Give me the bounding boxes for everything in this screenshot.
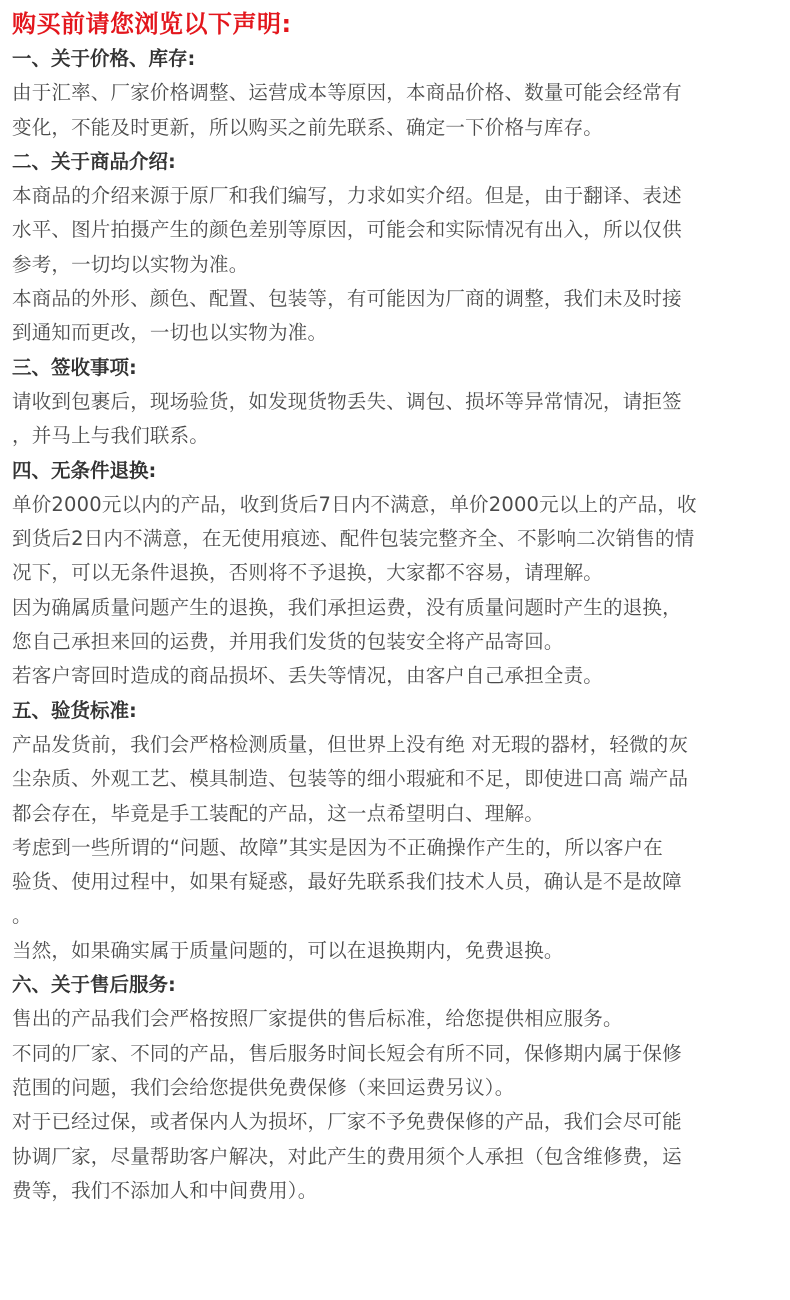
section-paragraph [12, 488, 782, 591]
paragraph-line: 请收到包裹后，现场验货，如发现货物丢失、调包、损坏等异常情况，请拒签 [12, 389, 682, 413]
section-paragraph [12, 1105, 782, 1208]
paragraph-line: 对于已经过保，或者保内人为损坏，厂家不予免费保修的产品，我们会尽可能 [12, 1110, 682, 1134]
page-title: 购买前请您浏览以下声明: [12, 10, 292, 38]
paragraph-line: ，并马上与我们联系。 [12, 424, 210, 448]
paragraph-line: 本商品的介绍来源于原厂和我们编写，力求如实介绍。但是，由于翻译、表述 [12, 184, 682, 208]
section-paragraph [12, 179, 782, 282]
paragraph-line: 况下，可以无条件退换，否则将不予退换，大家都不容易，请理解。 [12, 561, 604, 585]
section-paragraph [12, 282, 782, 351]
section-paragraph [12, 1037, 782, 1106]
section-paragraph [12, 728, 782, 831]
paragraph-line: 本商品的外形、颜色、配置、包装等，有可能因为厂商的调整，我们未及时接 [12, 287, 682, 311]
section-paragraph [12, 1002, 782, 1036]
paragraph-line: 费等，我们不添加人和中间费用）。 [12, 1178, 318, 1202]
section-paragraph [12, 831, 782, 934]
paragraph-line: 产品发货前，我们会严格检测质量，但世界上没有绝 对无瑕的器材，轻微的灰 [12, 732, 689, 756]
section-paragraph [12, 591, 782, 660]
paragraph-line: 您自己承担来回的运费，并用我们发货的包装安全将产品寄回。 [12, 630, 564, 654]
paragraph-line: 协调厂家，尽量帮助客户解决，对此产生的费用须个人承担（包含维修费，运 [12, 1144, 682, 1168]
paragraph-line: 参考，一切均以实物为准。 [12, 252, 249, 276]
paragraph-line: 水平、图片拍摄产生的颜色差别等原因，可能会和实际情况有出入，所以仅供 [12, 218, 682, 242]
paragraph-line: 单价2000元以内的产品，收到货后7日内不满意，单价2000元以上的产品，收 [12, 492, 697, 516]
section-heading: 一、关于价格、库存: [12, 47, 196, 70]
section-paragraph [12, 385, 782, 454]
paragraph-line: 变化，不能及时更新，所以购买之前先联系、确定一下价格与库存。 [12, 115, 604, 139]
paragraph-line: 因为确属质量问题产生的退换，我们承担运费，没有质量问题时产生的退换， [12, 595, 682, 619]
paragraph-line: 。 [12, 904, 32, 928]
paragraph-line: 范围的问题，我们会给您提供免费保修（来回运费另议）。 [12, 1075, 515, 1099]
section-heading: 三、签收事项: [12, 355, 137, 379]
paragraph-line: 由于汇率、厂家价格调整、运营成本等原因，本商品价格、数量可能会经常有 [12, 81, 682, 105]
paragraph-line: 若客户寄回时造成的商品损坏、丢失等情况，由客户自己承担全责。 [12, 664, 604, 688]
paragraph-line: 到货后2日内不满意，在无使用痕迹、配件包装完整齐全、不影响二次销售的情 [12, 527, 695, 551]
section-paragraph [12, 76, 782, 145]
section-heading: 五、验货标准: [12, 698, 137, 722]
paragraph-line: 考虑到一些所谓的“问题、故障”其实是因为不正确操作产生的，所以客户在 [12, 835, 664, 859]
section-heading: 二、关于商品介绍: [12, 149, 176, 173]
section-paragraph [12, 934, 782, 968]
paragraph-line: 到通知而更改，一切也以实物为准。 [12, 321, 328, 345]
sections-container [12, 42, 782, 1208]
paragraph-line: 不同的厂家、不同的产品，售后服务时间长短会有所不同，保修期内属于保修 [12, 1041, 682, 1065]
section-heading: 六、关于售后服务: [12, 973, 176, 997]
section-paragraph [12, 659, 782, 693]
paragraph-line: 售出的产品我们会严格按照厂家提供的售后标准，给您提供相应服务。 [12, 1007, 623, 1031]
section-heading: 四、无条件退换: [12, 458, 157, 482]
paragraph-line: 尘杂质、外观工艺、模具制造、包装等的细小瑕疵和不足，即使进口高 端产品 [12, 767, 689, 791]
disclaimer-document [12, 6, 782, 1208]
paragraph-line: 验货、使用过程中，如果有疑惑，最好先联系我们技术人员，确认是不是故障 [12, 870, 682, 894]
paragraph-line: 当然，如果确实属于质量问题的，可以在退换期内，免费退换。 [12, 938, 564, 962]
paragraph-line: 都会存在，毕竟是手工装配的产品，这一点希望明白、理解。 [12, 801, 544, 825]
